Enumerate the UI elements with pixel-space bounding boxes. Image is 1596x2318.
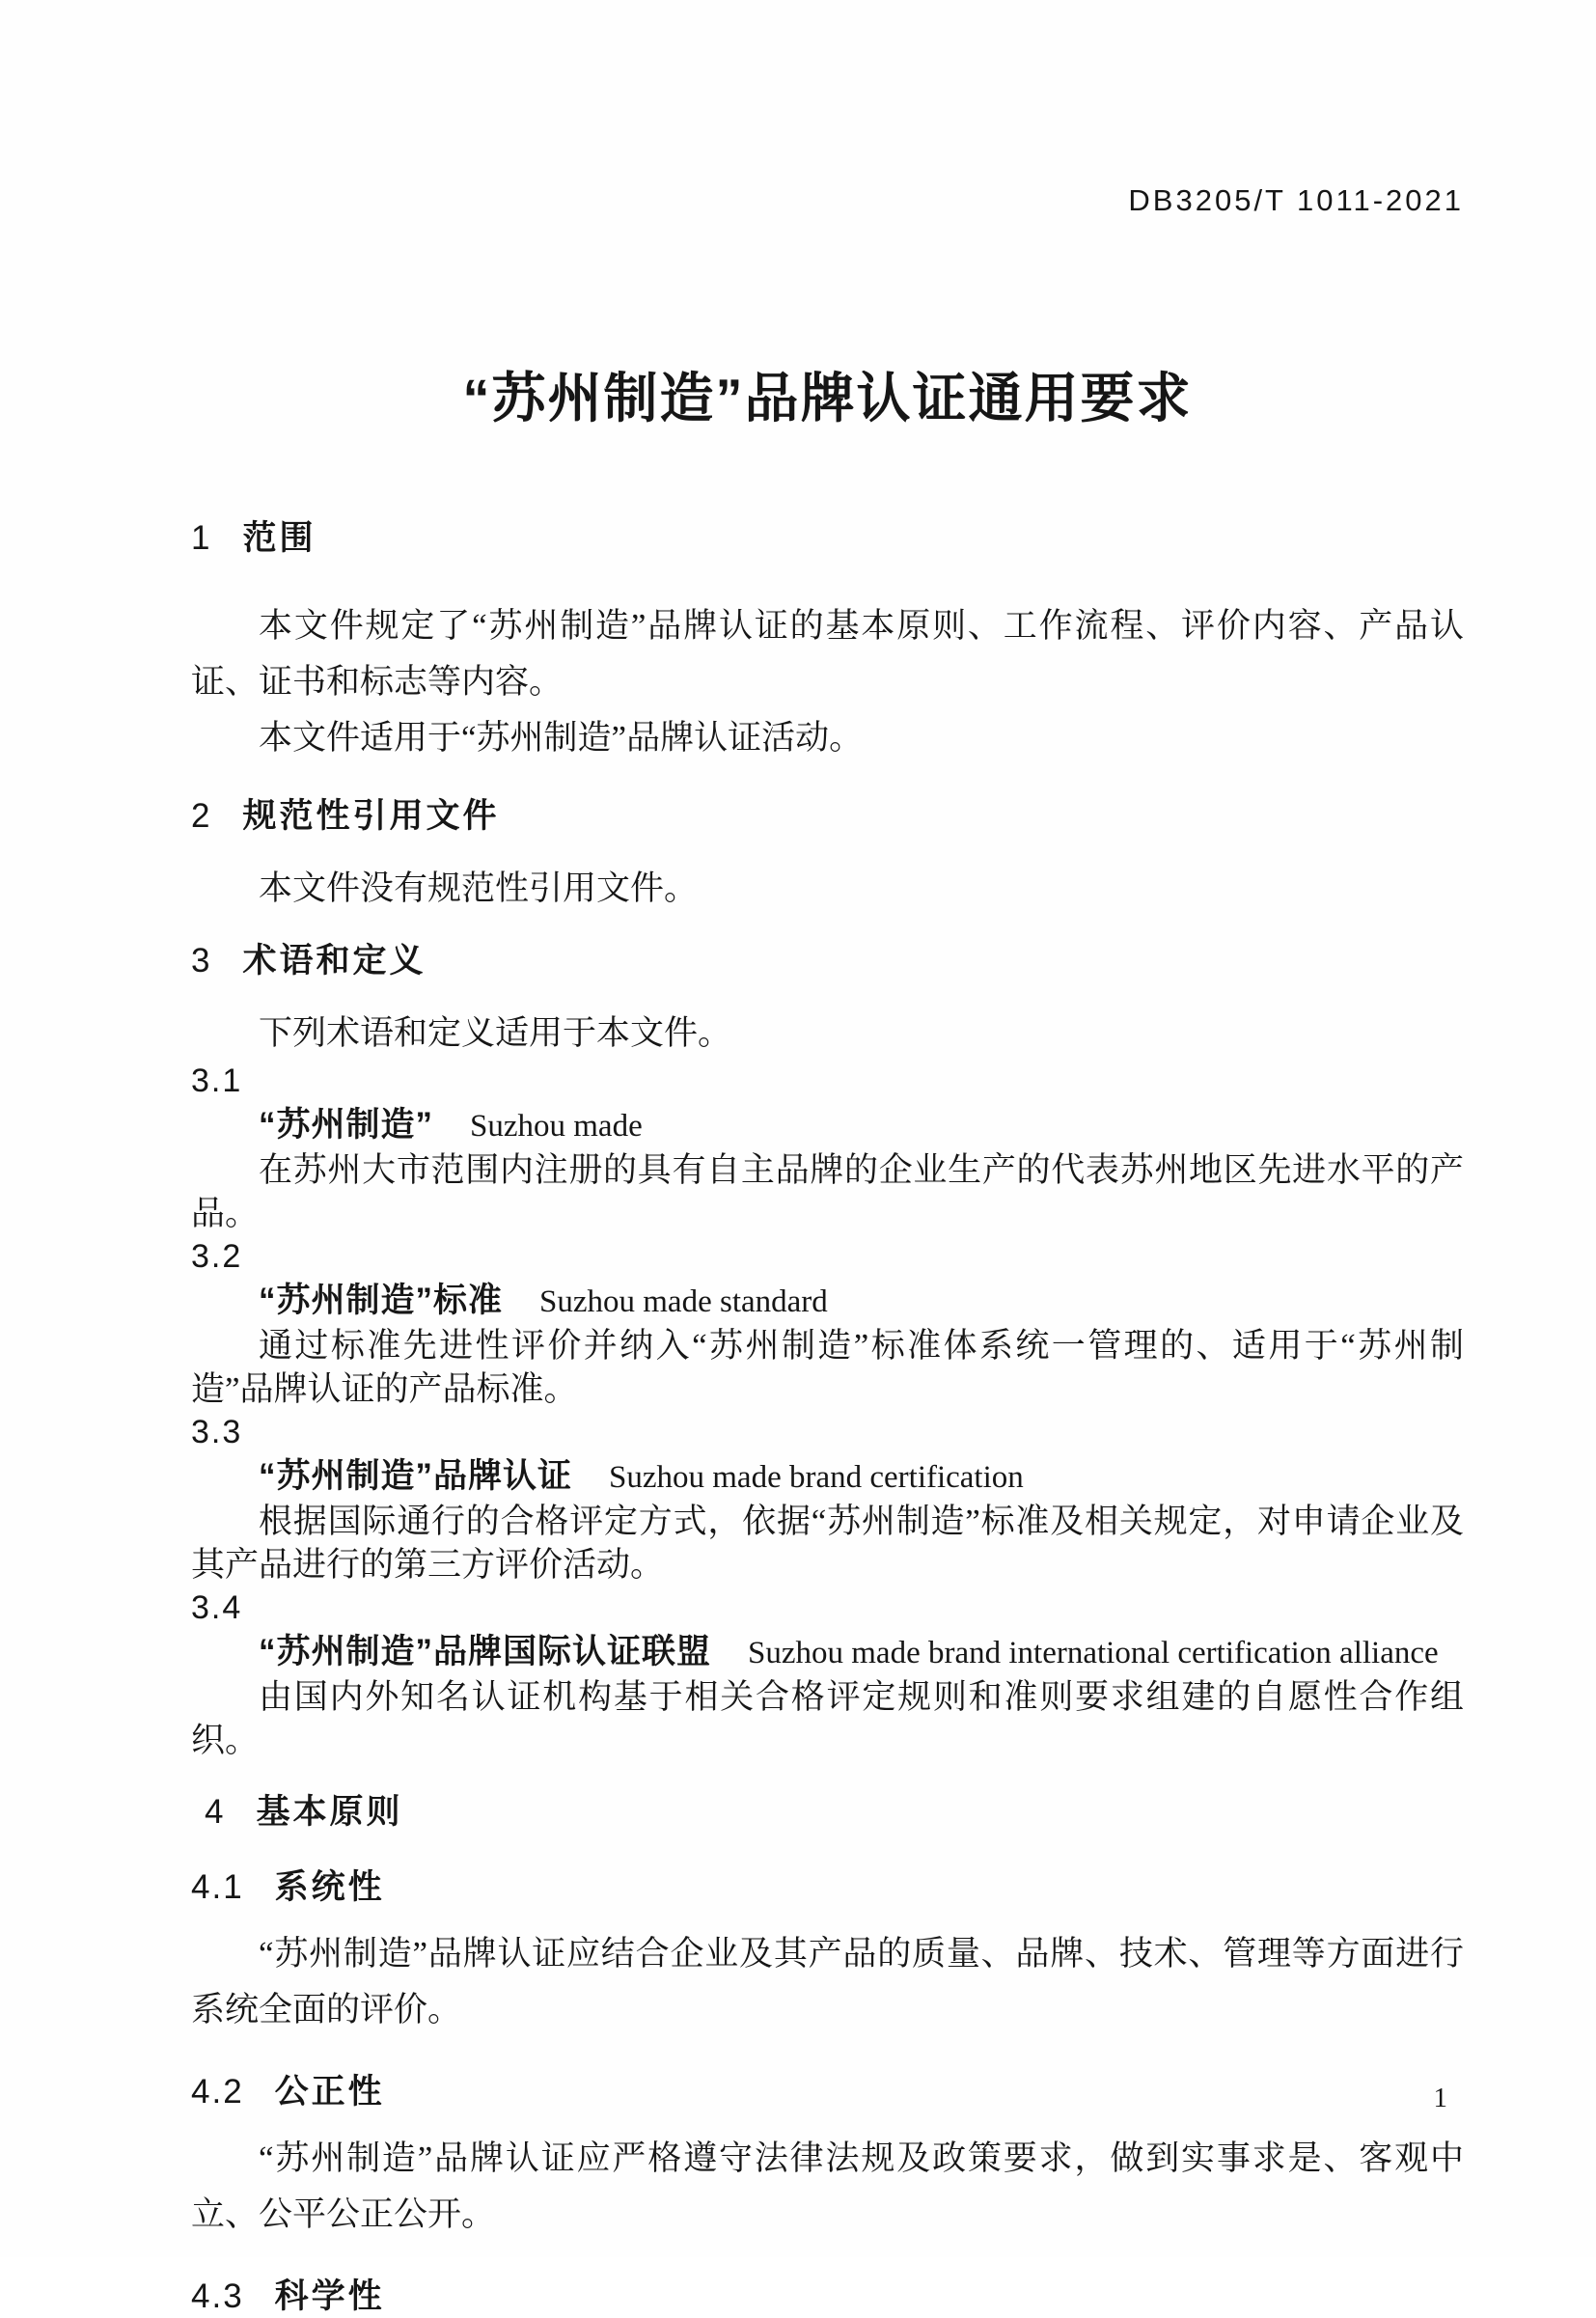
subsection-title: 系统性 <box>274 1868 385 1906</box>
term-entry <box>191 1411 1464 1587</box>
term-name-line <box>191 1103 1464 1148</box>
term-name-en: Suzhou made brand certification <box>609 1460 1024 1495</box>
section-number: 4 <box>205 1793 226 1831</box>
subsection-heading <box>191 2276 1464 2318</box>
paragraph: 本文件没有规范性引用文件。 <box>259 869 699 907</box>
subsection-title: 公正性 <box>274 2073 385 2111</box>
section-heading <box>191 940 1464 982</box>
term-name-line <box>191 1279 1464 1324</box>
subsection-heading <box>191 1866 1464 1909</box>
term-name-zh: “苏州制造”标准 <box>259 1282 504 1319</box>
paragraph: 本文件规定了“苏州制造”品牌认证的基本原则、工作流程、评价内容、产品认证、证书和标志等内容。 <box>191 607 1464 701</box>
section-title: 规范性引用文件 <box>242 797 500 835</box>
subsection-number: 4.3 <box>191 2277 244 2315</box>
section-body <box>191 598 1464 766</box>
term-id: 3.3 <box>191 1414 243 1450</box>
section-heading <box>191 795 1464 838</box>
term-definition: 由国内外知名认证机构基于相关合格评定规则和准则要求组建的自愿性合作组织。 <box>191 1678 1464 1759</box>
subsection-number: 4.1 <box>191 1868 244 1906</box>
terms-intro: 下列术语和定义适用于本文件。 <box>259 1014 732 1052</box>
term-name-line <box>191 1630 1464 1675</box>
term-entry <box>191 1060 1464 1235</box>
subsection <box>191 1866 1464 2038</box>
section-title: 术语和定义 <box>242 942 427 980</box>
page-number: 1 <box>1433 2083 1447 2113</box>
term-definition: 根据国际通行的合格评定方式，依据“苏州制造”标准及相关规定，对申请企业及其产品进行的第三方评价活动。 <box>191 1503 1464 1584</box>
term-name-en: Suzhou made <box>470 1109 643 1144</box>
section-basic-principles <box>191 1791 1464 2318</box>
term-entry <box>191 1235 1464 1411</box>
section-number: 1 <box>191 519 212 557</box>
document-title: “苏州制造”品牌认证通用要求 <box>462 368 1193 428</box>
section-number: 2 <box>191 797 212 835</box>
term-id: 3.4 <box>191 1589 243 1626</box>
subsection-number: 4.2 <box>191 2073 244 2111</box>
subsection <box>191 2276 1464 2318</box>
term-name-en: Suzhou made brand international certification alliance <box>748 1636 1439 1670</box>
section-terms-definitions <box>191 940 1464 1762</box>
section-heading <box>191 517 1464 560</box>
term-name-line <box>191 1454 1464 1500</box>
term-name-zh: “苏州制造”品牌认证 <box>259 1457 573 1495</box>
term-name-zh: “苏州制造” <box>259 1106 434 1144</box>
section-title: 范围 <box>242 519 316 557</box>
subsection-heading <box>191 2071 1464 2113</box>
subsection-title: 科学性 <box>274 2277 385 2315</box>
section-normative-references <box>191 795 1464 911</box>
section-scope <box>191 517 1464 766</box>
standard-code-header: DB3205/T 1011-2021 <box>1128 183 1464 217</box>
paragraph: “苏州制造”品牌认证应结合企业及其产品的质量、品牌、技术、管理等方面进行系统全面的评价。 <box>191 1935 1464 2028</box>
term-id: 3.1 <box>191 1062 243 1099</box>
term-entry <box>191 1587 1464 1762</box>
section-number: 3 <box>191 942 212 980</box>
term-name-en: Suzhou made standard <box>539 1284 828 1319</box>
section-heading <box>205 1791 1464 1834</box>
paragraph: “苏州制造”品牌认证应严格遵守法律法规及政策要求，做到实事求是、客观中立、公平公正公开。 <box>191 2139 1464 2233</box>
section-title: 基本原则 <box>256 1793 403 1831</box>
terms-list <box>191 1060 1464 1762</box>
paragraph: 本文件适用于“苏州制造”品牌认证活动。 <box>259 719 864 757</box>
subsection <box>191 2071 1464 2243</box>
term-id: 3.2 <box>191 1238 243 1275</box>
term-definition: 通过标准先进性评价并纳入“苏州制造”标准体系统一管理的、适用于“苏州制造”品牌认证的产品标准。 <box>191 1327 1464 1408</box>
term-definition: 在苏州大市范围内注册的具有自主品牌的企业生产的代表苏州地区先进水平的产品。 <box>191 1151 1464 1232</box>
term-name-zh: “苏州制造”品牌国际认证联盟 <box>259 1633 712 1670</box>
